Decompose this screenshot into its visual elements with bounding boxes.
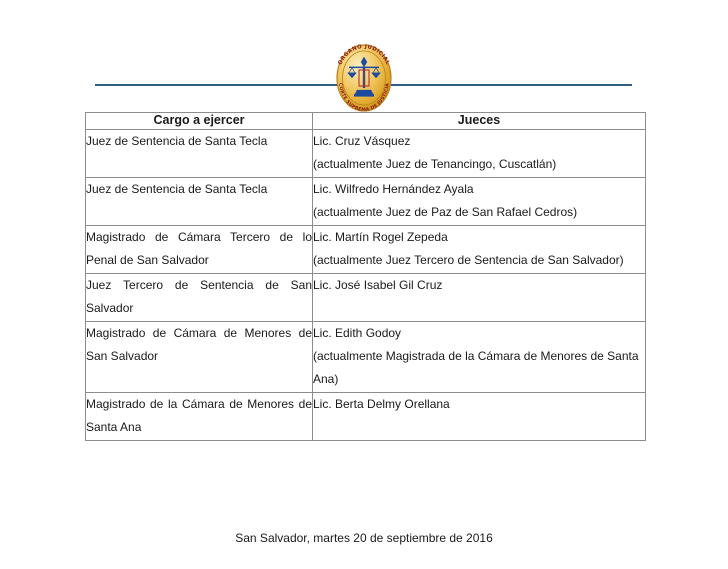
column-header-cargo: Cargo a ejercer <box>86 113 313 130</box>
judge-current-post: (actualmente Magistrada de la Cámara de Menores de Santa Ana) <box>313 349 639 387</box>
document-header <box>0 0 728 112</box>
judge-name: Lic. Wilfredo Hernández Ayala <box>313 181 474 196</box>
cell-jueces <box>313 225 646 273</box>
column-header-jueces: Jueces <box>313 113 646 130</box>
cell-cargo: Juez de Sentencia de Santa Tecla <box>86 177 313 225</box>
table-row <box>86 392 646 440</box>
svg-text:ORGANO JUDICIAL: ORGANO JUDICIAL <box>337 44 391 67</box>
judge-name: Lic. Martín Rogel Zepeda <box>313 229 448 244</box>
cell-jueces <box>313 273 646 321</box>
judge-current-post: (actualmente Juez de Paz de San Rafael Cedros) <box>313 205 578 220</box>
judge-current-post: (actualmente Juez Tercero de Sentencia de San Salvador) <box>313 253 624 268</box>
judge-current-post: (actualmente Juez de Tenancingo, Cuscatlán) <box>313 157 557 172</box>
judicial-seal-icon <box>328 44 400 112</box>
judge-name: Lic. José Isabel Gil Cruz <box>313 277 443 292</box>
cell-cargo: Magistrado de Cámara Tercero de lo Penal de San Salvador <box>86 225 313 273</box>
appointments-table <box>85 112 646 441</box>
footer-place-date: San Salvador, martes 20 de septiembre de 2016 <box>235 531 493 545</box>
table-row <box>86 321 646 392</box>
table-row <box>86 177 646 225</box>
cell-cargo: Magistrado de Cámara de Menores de San Salvador <box>86 321 313 392</box>
cell-cargo: Juez de Sentencia de Santa Tecla <box>86 129 313 177</box>
cell-jueces <box>313 321 646 392</box>
cell-jueces <box>313 129 646 177</box>
svg-text:CORTE SUPREMA DE JUSTICIA: CORTE SUPREMA DE JUSTICIA <box>337 82 391 112</box>
table-row <box>86 129 646 177</box>
cell-cargo: Juez Tercero de Sentencia de San Salvador <box>86 273 313 321</box>
cell-cargo: Magistrado de la Cámara de Menores de Santa Ana <box>86 392 313 440</box>
judge-name: Lic. Edith Godoy <box>313 325 402 340</box>
cell-jueces <box>313 177 646 225</box>
cell-jueces <box>313 392 646 440</box>
table-header-row <box>86 113 646 130</box>
judge-name: Lic. Berta Delmy Orellana <box>313 396 450 411</box>
table-row <box>86 273 646 321</box>
judge-name: Lic. Cruz Vásquez <box>313 133 411 148</box>
table-row <box>86 225 646 273</box>
